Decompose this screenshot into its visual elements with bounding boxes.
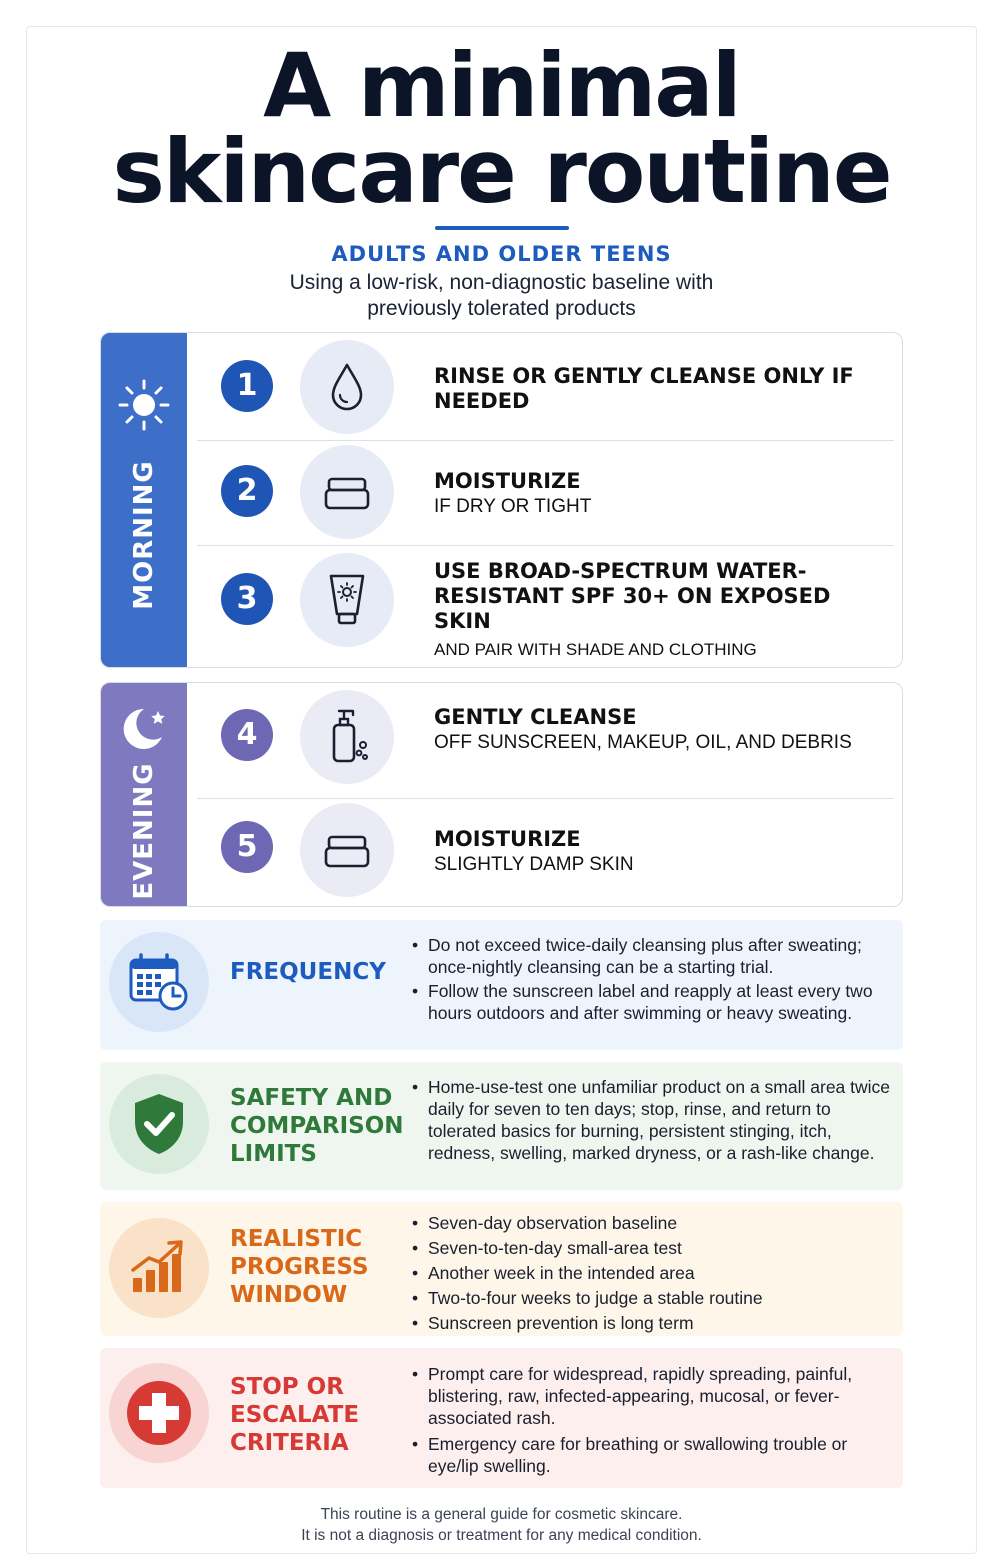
step-heading: USE BROAD-SPECTRUM WATER-RESISTANT SPF 30+ ON EXPOSED SKIN	[434, 559, 831, 633]
card-icon-disc	[109, 932, 209, 1032]
step-text	[434, 559, 884, 661]
step-detail: AND PAIR WITH SHADE AND CLOTHING	[434, 640, 757, 659]
card-bullet: • Another week in the intended area	[410, 1261, 890, 1286]
step-text	[434, 469, 884, 519]
card-bullet-list	[410, 1076, 890, 1164]
page-title-line-2: skincare routine	[112, 120, 891, 223]
step-detail: OFF SUNSCREEN, MAKEUP, OIL, AND DEBRIS	[434, 732, 852, 753]
medical-cross-icon	[123, 1377, 195, 1449]
safety-card	[100, 1062, 903, 1190]
evening-label: EVENING	[129, 762, 159, 900]
audience-label: ADULTS AND OLDER TEENS	[331, 242, 672, 266]
footer-line-1: This routine is a general guide for cosmetic skincare.	[320, 1506, 683, 1523]
morning-band	[101, 333, 187, 667]
routine-step-1	[197, 333, 894, 440]
card-bullet: • Follow the sunscreen label and reapply at least every two hours outdoors and after swimming or heavy sweating.	[410, 980, 890, 1024]
page-title-line-1: A minimal	[263, 34, 740, 137]
card-icon-disc	[109, 1074, 209, 1174]
shield-check-icon	[123, 1088, 195, 1160]
step-number-badge: 2	[221, 465, 273, 517]
step-text	[434, 364, 884, 414]
card-bullet: • Sunscreen prevention is long term	[410, 1311, 890, 1336]
stop-card	[100, 1348, 903, 1488]
moisturizer-jar-icon	[317, 462, 377, 522]
rising-chart-icon	[123, 1232, 195, 1304]
step-icon-disc	[300, 690, 394, 784]
calendar-clock-icon	[123, 946, 195, 1018]
step-heading: RINSE OR GENTLY CLEANSE ONLY IF NEEDED	[434, 364, 854, 413]
evening-band	[101, 683, 187, 906]
step-number-badge: 1	[221, 360, 273, 412]
card-title: FREQUENCY	[230, 959, 386, 985]
progress-card	[100, 1202, 903, 1336]
step-text	[434, 827, 884, 877]
step-number-badge: 5	[221, 821, 273, 873]
card-bullet: • Emergency care for breathing or swallowing trouble or eye/lip swelling.	[410, 1433, 890, 1477]
step-number-badge: 4	[221, 709, 273, 761]
card-bullet: • Seven-to-ten-day small-area test	[410, 1236, 890, 1261]
card-bullet: • Prompt care for widespread, rapidly spreading, painful, blistering, raw, infected-appearing, mucosal, or fever-associated rash.	[410, 1363, 890, 1429]
cleanser-pump-bottle-icon	[317, 707, 377, 767]
card-title: STOP OR ESCALATE CRITERIA	[230, 1374, 360, 1456]
card-bullet: • Seven-day observation baseline	[410, 1211, 890, 1236]
moisturizer-jar-icon	[317, 820, 377, 880]
sunscreen-tube-icon	[317, 570, 377, 630]
step-heading: MOISTURIZE	[434, 469, 581, 493]
routine-step-5	[197, 799, 894, 907]
step-text	[434, 705, 884, 755]
routine-step-4	[197, 683, 894, 798]
morning-label: MORNING	[129, 460, 159, 610]
evening-panel	[100, 682, 903, 907]
footer-disclaimer	[0, 1504, 1003, 1546]
step-icon-disc	[300, 553, 394, 647]
routine-step-3	[197, 546, 894, 668]
step-icon-disc	[300, 445, 394, 539]
sun-icon	[114, 375, 174, 435]
morning-panel	[100, 332, 903, 668]
card-icon-disc	[109, 1363, 209, 1463]
moon-star-icon	[114, 699, 174, 759]
routine-step-2	[197, 441, 894, 545]
subtitle: Using a low-risk, non-diagnostic baseline with previously tolerated products	[289, 271, 714, 320]
water-drop-icon	[317, 357, 377, 417]
footer-line-2: It is not a diagnosis or treatment for any medical condition.	[301, 1527, 702, 1544]
card-bullet: • Home-use-test one unfamiliar product on a small area twice daily for seven to ten days; stop, rinse, and return to tolerated basics for burning, persistent stinging, itch, redness, swelling, marked dryness, or a rash-like change.	[410, 1076, 890, 1164]
card-icon-disc	[109, 1218, 209, 1318]
card-bullet: • Two-to-four weeks to judge a stable routine	[410, 1286, 890, 1311]
step-icon-disc	[300, 803, 394, 897]
step-heading: GENTLY CLEANSE	[434, 705, 637, 729]
step-number-badge: 3	[221, 573, 273, 625]
step-icon-disc	[300, 340, 394, 434]
card-bullet-list	[410, 934, 890, 1024]
card-bullet: • Do not exceed twice-daily cleansing plus after sweating; once-nightly cleansing can be a starting trial.	[410, 934, 890, 978]
title-divider	[435, 226, 569, 230]
card-bullet-list	[410, 1211, 890, 1336]
step-heading: MOISTURIZE	[434, 827, 581, 851]
card-bullet-list	[410, 1363, 890, 1477]
step-detail: IF DRY OR TIGHT	[434, 496, 592, 517]
step-detail: SLIGHTLY DAMP SKIN	[434, 854, 634, 875]
card-title: SAFETY AND COMPARISON LIMITS	[230, 1085, 404, 1167]
card-title: REALISTIC PROGRESS WINDOW	[230, 1226, 369, 1308]
frequency-card	[100, 920, 903, 1050]
